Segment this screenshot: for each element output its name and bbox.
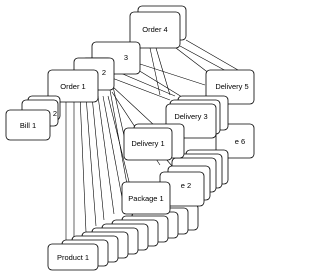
bill-2-label: 2 <box>52 109 58 118</box>
edge <box>156 48 170 95</box>
order-3-label: 3 <box>123 53 129 62</box>
edge <box>112 78 170 100</box>
order-4-label: Order 4 <box>142 25 168 34</box>
order-2-label: 2 <box>101 68 107 77</box>
order-stack <box>48 6 186 102</box>
order-1-label: Order 1 <box>60 82 86 91</box>
delivery-1-label: Delivery 1 <box>131 139 165 148</box>
edge <box>176 48 210 74</box>
product-1-label: Product 1 <box>56 253 90 262</box>
bill-stack <box>6 96 60 140</box>
bill-1-label: Bill 1 <box>19 121 37 130</box>
edge <box>103 96 124 208</box>
edge <box>180 46 228 72</box>
edge <box>86 96 96 226</box>
edge <box>140 64 205 85</box>
edge <box>98 96 114 214</box>
product-stack <box>48 204 198 270</box>
package-1-label: Package 1 <box>128 194 164 203</box>
delivery-3-label: Delivery 3 <box>174 112 208 121</box>
edge <box>80 96 86 232</box>
delivery-5-label: Delivery 5 <box>215 82 249 91</box>
package-2-label: e 2 <box>180 181 192 190</box>
edge <box>186 40 238 70</box>
package-6-label: e 6 <box>234 137 246 146</box>
edge <box>150 48 160 95</box>
edge <box>92 96 104 220</box>
